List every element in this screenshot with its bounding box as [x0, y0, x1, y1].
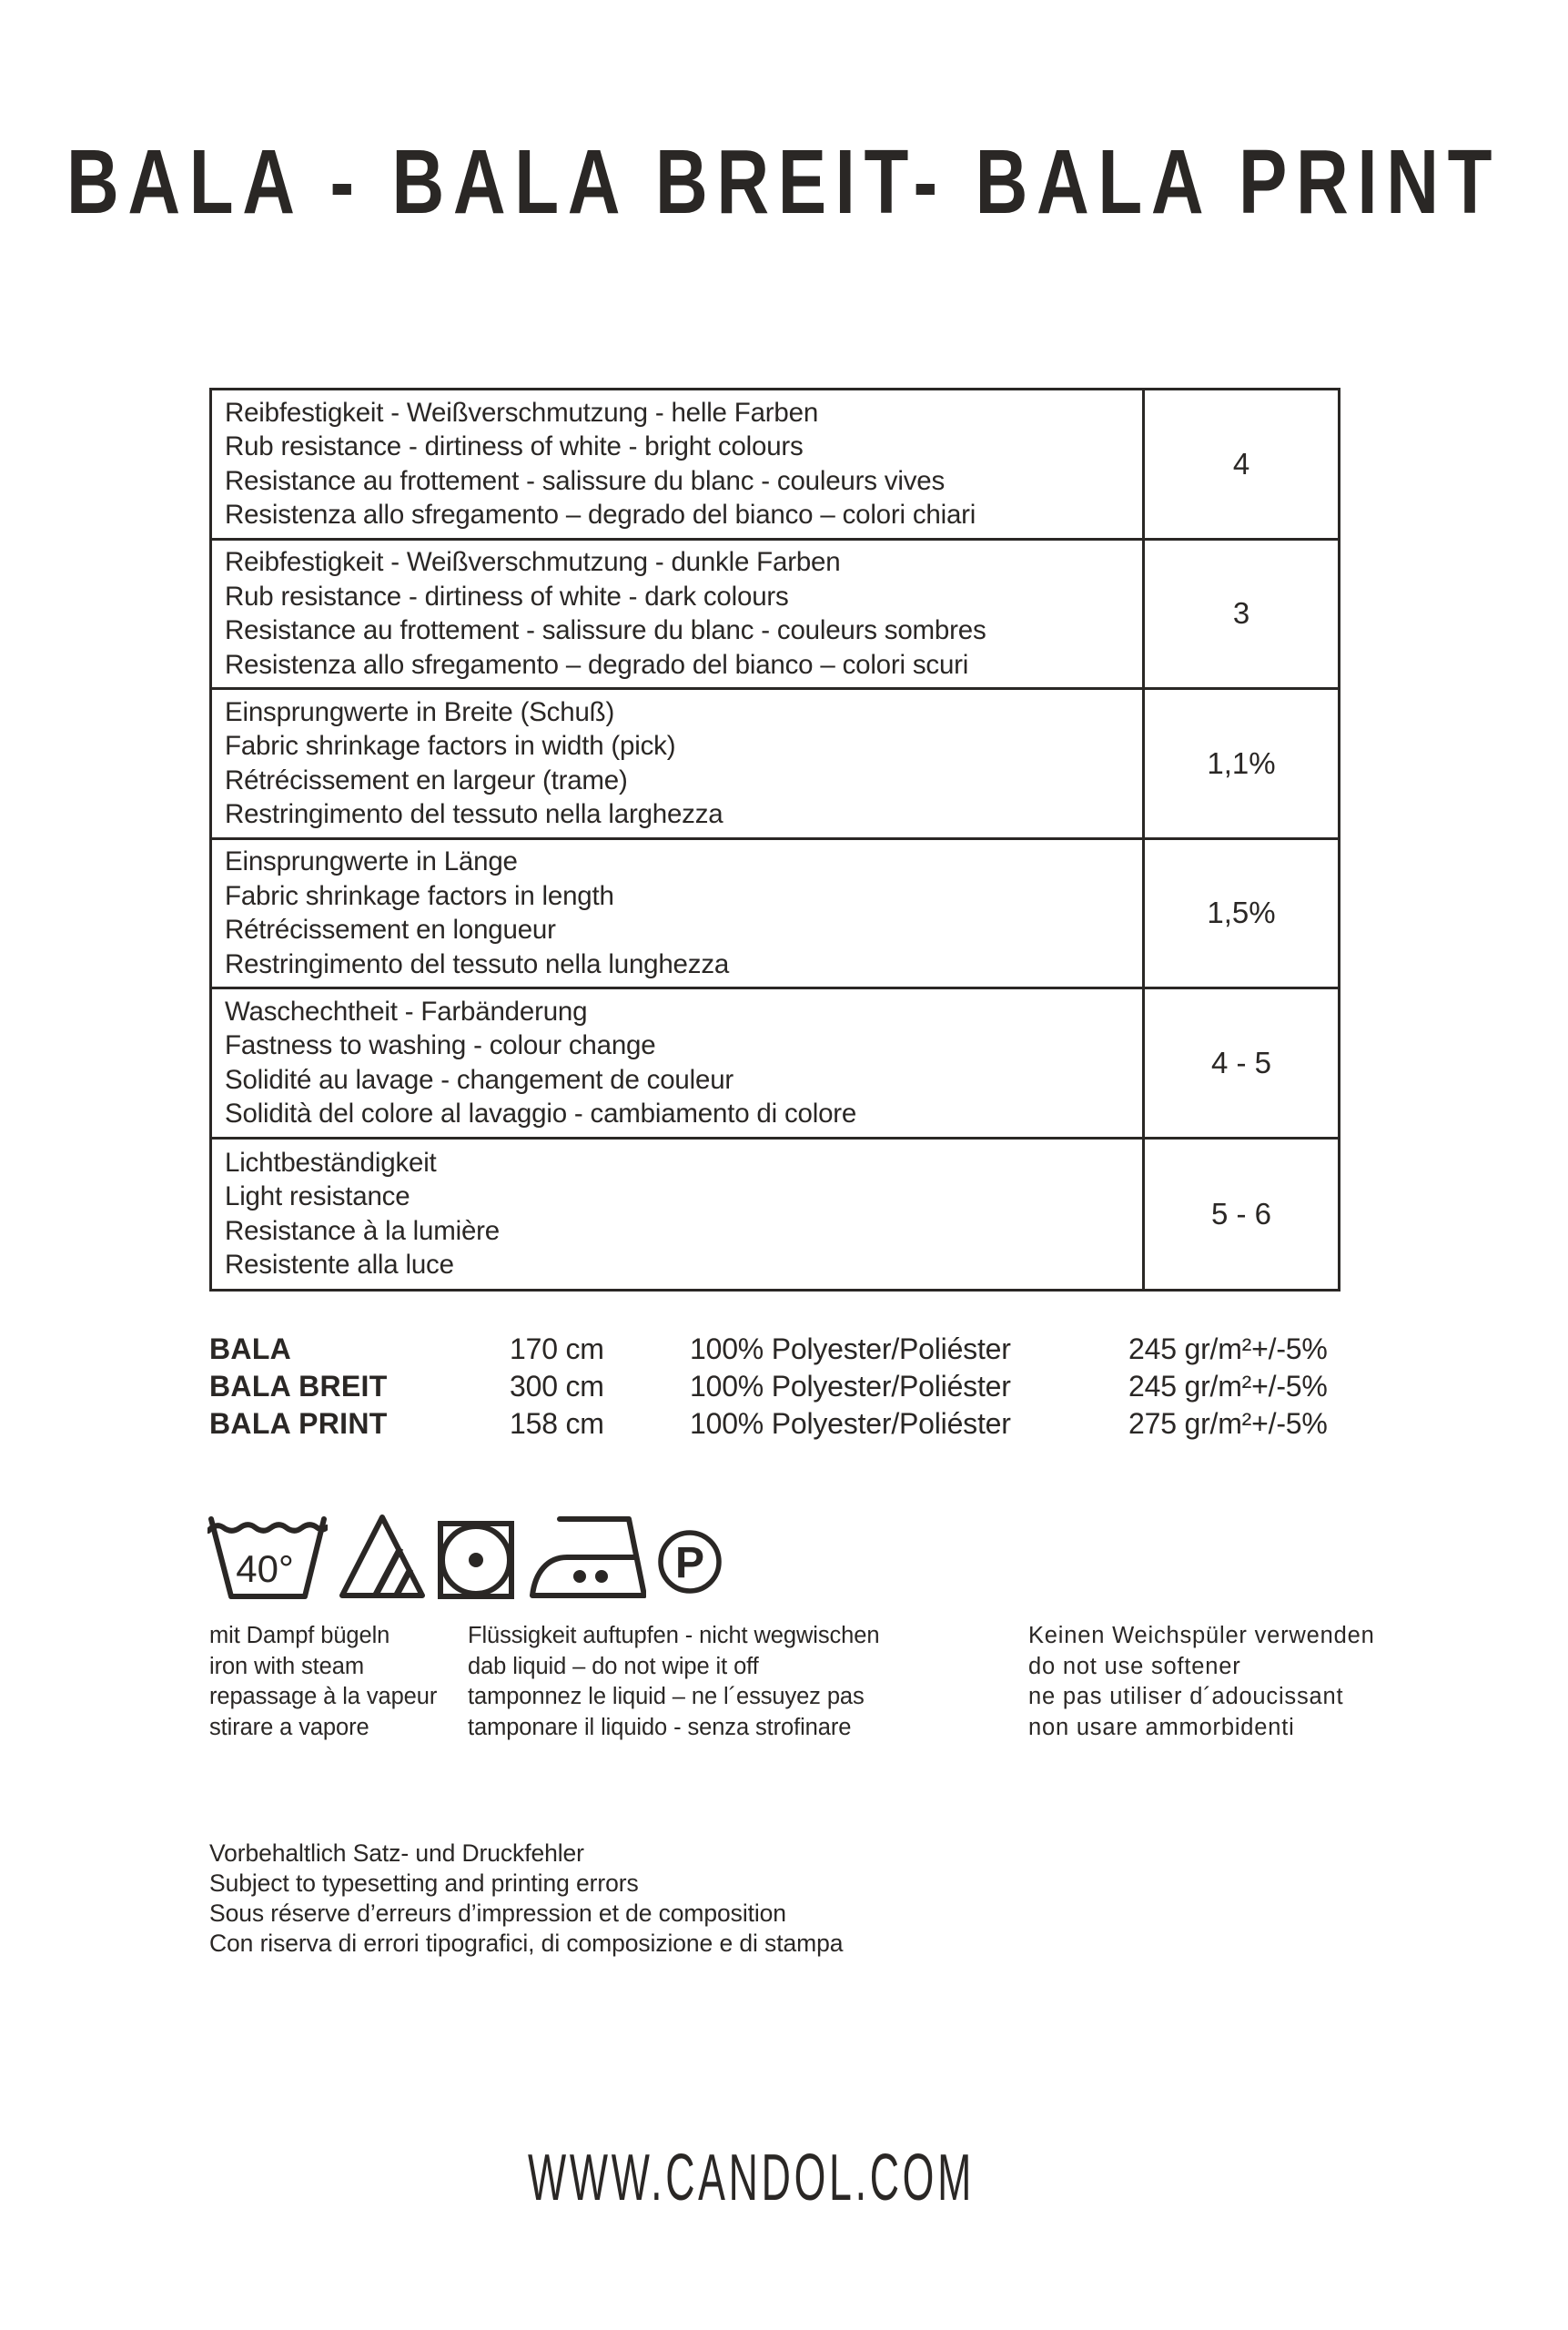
iron-medium-icon — [526, 1512, 646, 1600]
table-row — [212, 840, 1338, 990]
property-line-de: Einsprungwerte in Länge — [225, 846, 518, 877]
care-symbols-row — [207, 1509, 723, 1600]
property-labels — [212, 390, 1142, 538]
property-value: 4 — [1142, 390, 1338, 538]
property-labels — [212, 989, 1142, 1137]
spec-row — [209, 1405, 1328, 1443]
property-labels — [212, 840, 1142, 988]
care-note-line-it: stirare a vapore — [209, 1714, 369, 1740]
website-url — [528, 2141, 1249, 2215]
spec-weight: 245 gr/m²+/-5% — [1128, 1370, 1328, 1403]
page-title — [66, 130, 1568, 235]
table-row — [212, 690, 1338, 840]
spec-weight: 275 gr/m²+/-5% — [1128, 1407, 1328, 1440]
table-row — [212, 390, 1338, 541]
care-note-iron-steam — [209, 1621, 437, 1743]
property-line-en: Light resistance — [225, 1181, 410, 1212]
spec-width: 158 cm — [510, 1407, 604, 1440]
fabric-specs — [209, 1331, 1328, 1443]
property-value: 5 - 6 — [1142, 1140, 1338, 1290]
care-note-no-softener — [1028, 1621, 1375, 1743]
property-line-it: Resistente alla luce — [225, 1250, 454, 1281]
website-url-text: WWW.CANDOL.COM — [528, 2142, 976, 2214]
property-line-fr: Rétrécissement en largeur (trame) — [225, 765, 628, 795]
dry-clean-letter: P — [674, 1539, 705, 1587]
property-labels — [212, 1140, 1142, 1290]
table-row — [212, 1140, 1338, 1290]
spec-composition: 100% Polyester/Poliéster — [690, 1370, 1011, 1403]
disclaimer-line-en: Subject to typesetting and printing errors — [209, 1869, 639, 1897]
disclaimer — [209, 1839, 843, 1959]
property-line-de: Reibfestigkeit - Weißverschmutzung - helle Farben — [225, 397, 819, 428]
care-note-line-it: tamponare il liquido - senza strofinare — [468, 1714, 852, 1740]
wash-40-icon — [207, 1513, 328, 1600]
property-line-fr: Rétrécissement en longueur — [225, 915, 556, 946]
property-value: 4 - 5 — [1142, 989, 1338, 1137]
spec-name: BALA BREIT — [209, 1370, 388, 1403]
tumble-dry-low-icon — [437, 1520, 515, 1600]
property-line-it: Solidità del colore al lavaggio - cambiamento di colore — [225, 1099, 857, 1130]
dry-clean-p-icon — [657, 1529, 723, 1595]
property-line-fr: Resistance à la lumière — [225, 1215, 501, 1246]
spec-width: 300 cm — [510, 1370, 604, 1403]
property-line-en: Fabric shrinkage factors in length — [225, 880, 614, 911]
care-note-dab-liquid — [468, 1621, 879, 1743]
property-line-de: Reibfestigkeit - Weißverschmutzung - dunkle Farben — [225, 547, 841, 578]
property-labels — [212, 541, 1142, 688]
property-line-fr: Resistance au frottement - salissure du blanc - couleurs sombres — [225, 615, 986, 646]
property-line-en: Fastness to washing - colour change — [225, 1030, 656, 1061]
care-note-line-de: Keinen Weichspüler verwenden — [1028, 1623, 1375, 1648]
care-note-line-fr: ne pas utiliser d´adoucissant — [1028, 1684, 1344, 1709]
care-note-line-en: iron with steam — [209, 1653, 364, 1679]
wash-temperature-label: 40° — [236, 1547, 294, 1590]
care-note-line-de: mit Dampf bügeln — [209, 1623, 390, 1648]
property-line-it: Resistenza allo sfregamento – degrado del bianco – colori chiari — [225, 500, 976, 531]
property-line-de: Lichtbeständigkeit — [225, 1147, 437, 1178]
table-row — [212, 989, 1338, 1140]
care-note-line-it: non usare ammorbidenti — [1028, 1714, 1295, 1740]
spec-row — [209, 1368, 1328, 1405]
care-note-line-fr: tamponnez le liquid – ne l´essuyez pas — [468, 1684, 865, 1709]
spec-name: BALA — [209, 1332, 292, 1365]
spec-composition: 100% Polyester/Poliéster — [690, 1332, 1011, 1365]
care-note-line-fr: repassage à la vapeur — [209, 1684, 438, 1709]
property-line-de: Waschechtheit - Farbänderung — [225, 996, 588, 1027]
property-line-it: Resistenza allo sfregamento – degrado del bianco – colori scuri — [225, 649, 969, 680]
property-line-de: Einsprungwerte in Breite (Schuß) — [225, 696, 615, 727]
disclaimer-line-it: Con riserva di errori tipografici, di composizione e di stampa — [209, 1930, 844, 1957]
property-value: 1,5% — [1142, 840, 1338, 988]
property-value: 3 — [1142, 541, 1338, 688]
care-note-line-en: dab liquid – do not wipe it off — [468, 1653, 759, 1679]
properties-table — [209, 388, 1340, 1292]
spec-name: BALA PRINT — [209, 1407, 388, 1440]
property-line-it: Restringimento del tessuto nella larghezza — [225, 799, 723, 830]
table-row — [212, 541, 1338, 691]
care-note-line-de: Flüssigkeit auftupfen - nicht wegwischen — [468, 1623, 880, 1648]
disclaimer-line-fr: Sous réserve d’erreurs d’impression et de composition — [209, 1899, 786, 1927]
property-line-en: Fabric shrinkage factors in width (pick) — [225, 731, 676, 762]
disclaimer-line-de: Vorbehaltlich Satz- und Druckfehler — [209, 1839, 584, 1867]
property-labels — [212, 690, 1142, 837]
property-value: 1,1% — [1142, 690, 1338, 837]
spec-composition: 100% Polyester/Poliéster — [690, 1407, 1011, 1440]
spec-width: 170 cm — [510, 1332, 604, 1365]
property-line-en: Rub resistance - dirtiness of white - bright colours — [225, 431, 804, 462]
page-title-text: BALA - BALA BREIT- BALA PRINT — [66, 131, 1502, 233]
care-note-line-en: do not use softener — [1028, 1653, 1241, 1679]
spec-weight: 245 gr/m²+/-5% — [1128, 1332, 1328, 1365]
spec-row — [209, 1331, 1328, 1368]
bleach-non-chlorine-icon — [339, 1513, 426, 1600]
property-line-it: Restringimento del tessuto nella lunghezza — [225, 948, 730, 979]
property-line-en: Rub resistance - dirtiness of white - dark colours — [225, 581, 789, 612]
property-line-fr: Resistance au frottement - salissure du blanc - couleurs vives — [225, 465, 946, 496]
property-line-fr: Solidité au lavage - changement de couleur — [225, 1064, 734, 1095]
